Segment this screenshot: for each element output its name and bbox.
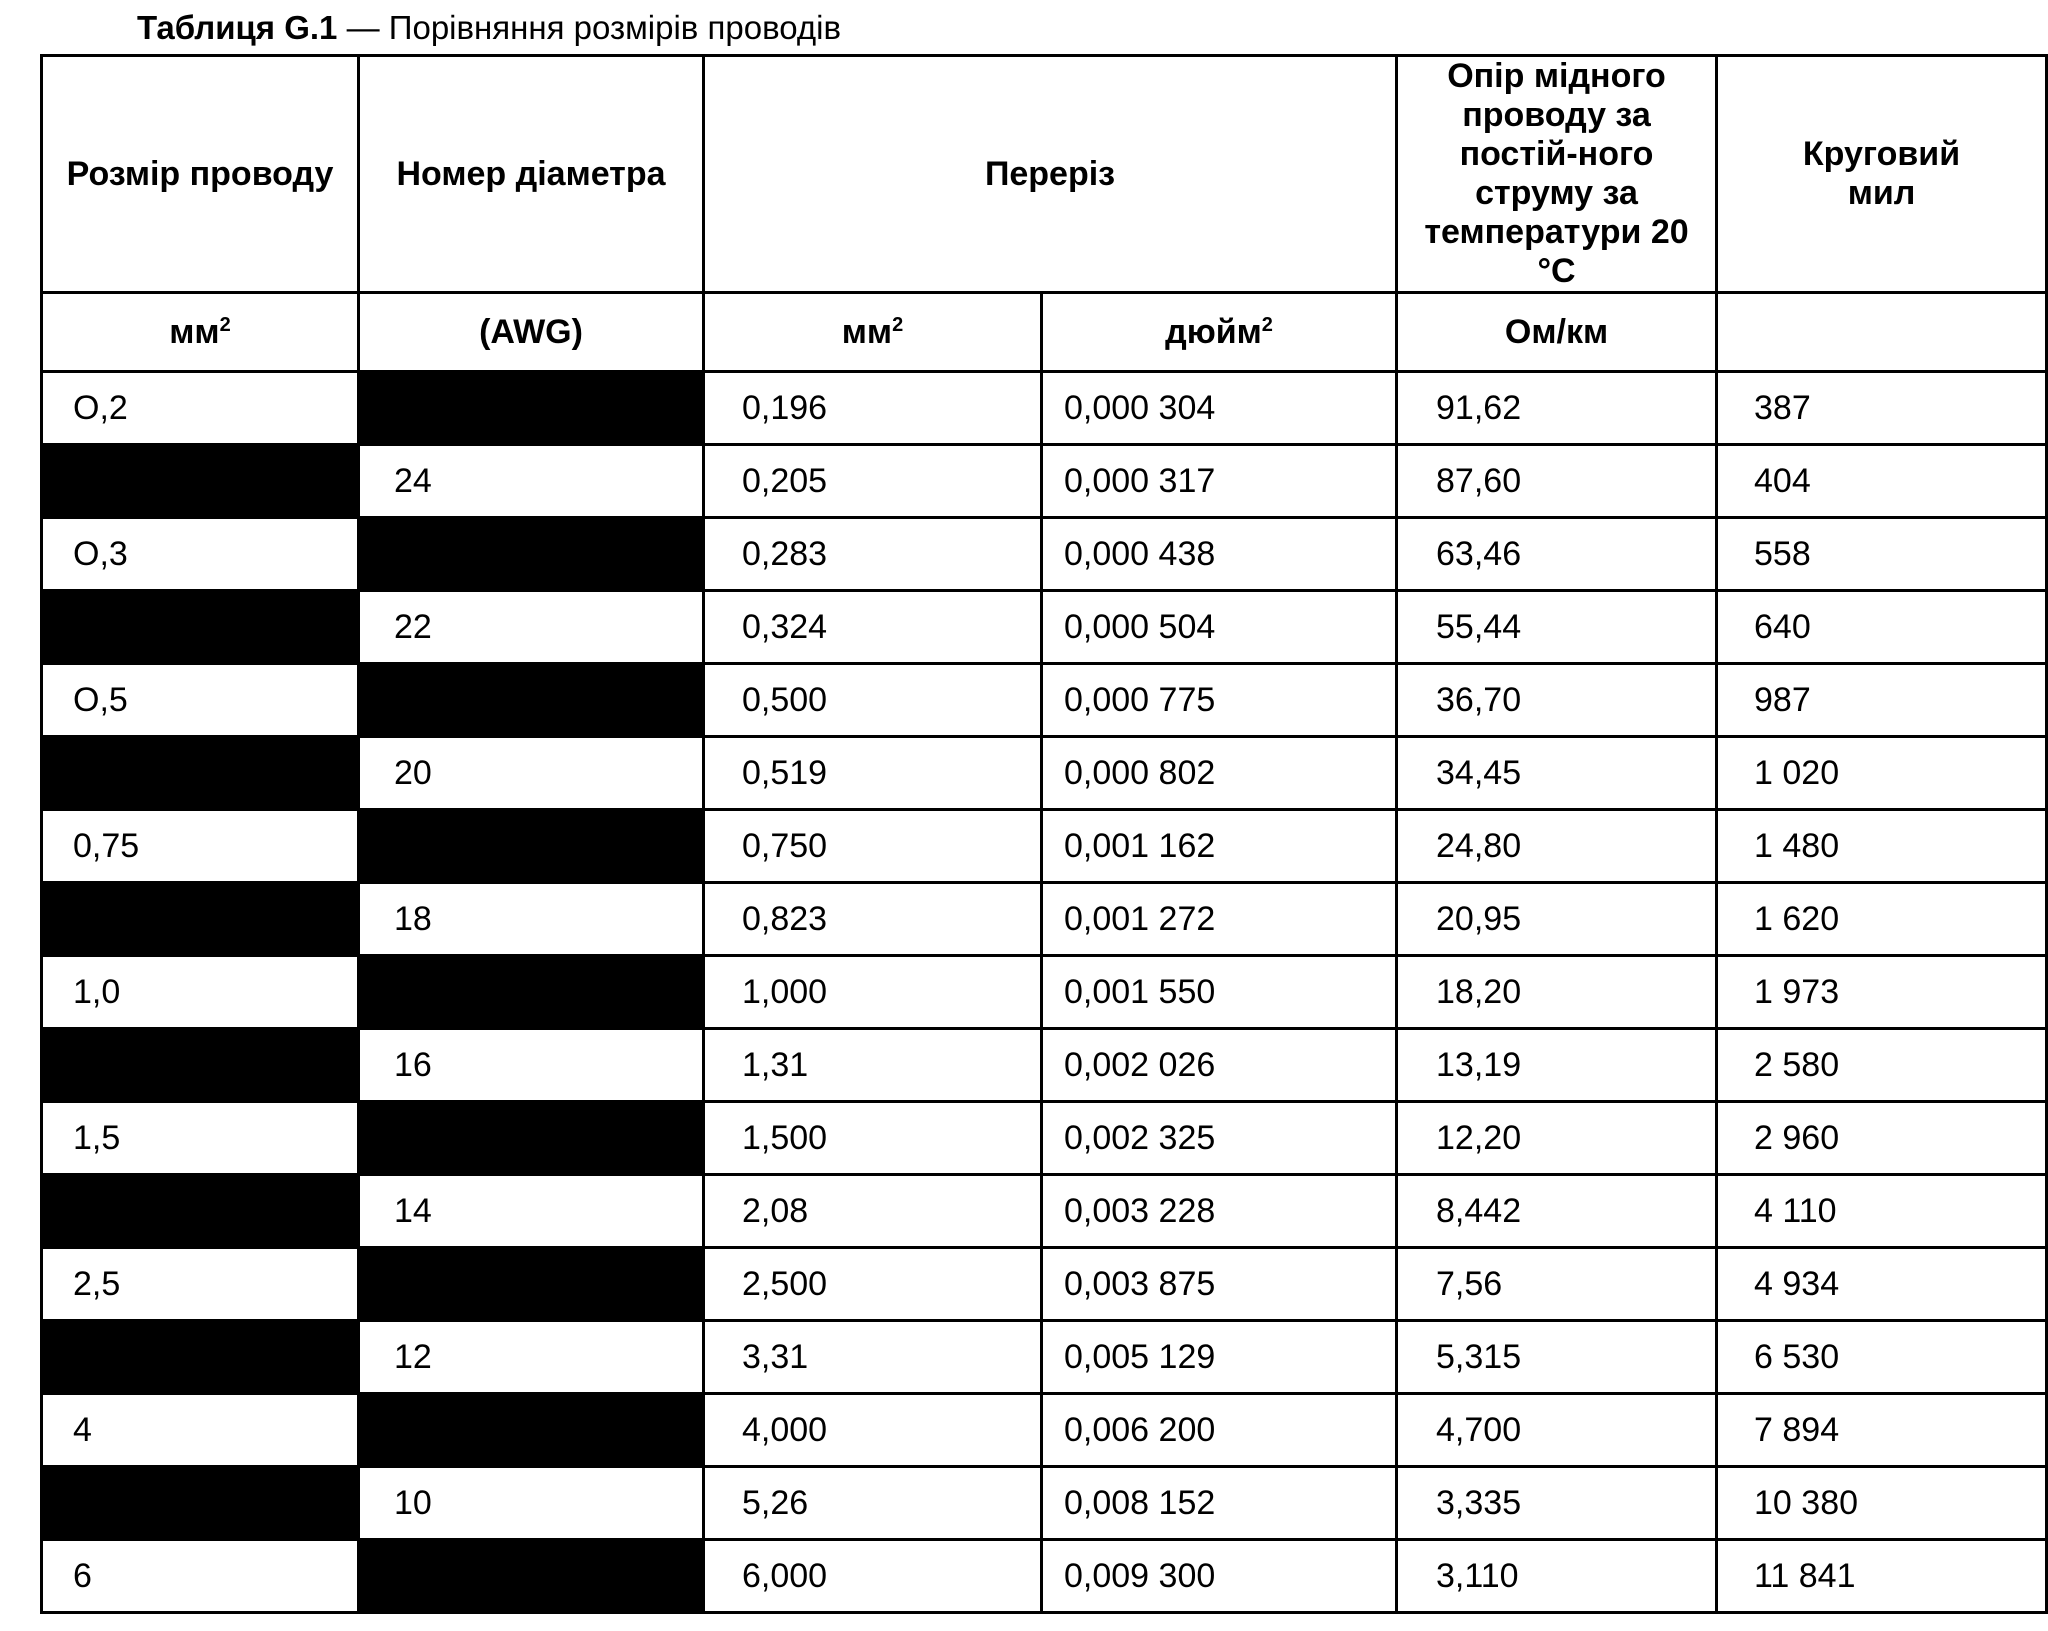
circular-mil-cell: 10 380	[1717, 1467, 2047, 1540]
circular-mil-cell: 4 934	[1717, 1248, 2047, 1321]
table-row	[42, 372, 2047, 445]
wire-size-cell: 2,5	[42, 1248, 359, 1321]
gauge-number-cell	[359, 1248, 704, 1321]
table-row	[42, 1394, 2047, 1467]
gauge-number-cell	[359, 372, 704, 445]
table-row	[42, 1321, 2047, 1394]
cross-section-mm2-cell: 2,08	[704, 1175, 1042, 1248]
wire-size-cell	[42, 1175, 359, 1248]
unit-circular-mil	[1717, 293, 2047, 372]
resistance-cell: 13,19	[1397, 1029, 1717, 1102]
circular-mil-cell: 7 894	[1717, 1394, 2047, 1467]
cross-section-mm2-cell: 5,26	[704, 1467, 1042, 1540]
gauge-number-cell	[359, 1102, 704, 1175]
wire-size-cell	[42, 1029, 359, 1102]
resistance-cell: 18,20	[1397, 956, 1717, 1029]
resistance-cell: 20,95	[1397, 883, 1717, 956]
cross-section-in2-cell: 0,000 504	[1042, 591, 1397, 664]
cross-section-in2-cell: 0,000 438	[1042, 518, 1397, 591]
wire-size-cell: O,5	[42, 664, 359, 737]
resistance-cell: 12,20	[1397, 1102, 1717, 1175]
cross-section-mm2-cell: 0,500	[704, 664, 1042, 737]
cross-section-mm2-cell: 1,500	[704, 1102, 1042, 1175]
circular-mil-cell: 11 841	[1717, 1540, 2047, 1613]
unit-resistance: Ом/км	[1397, 293, 1717, 372]
unit-wire-size-text: мм	[169, 312, 220, 351]
gauge-number-cell: 22	[359, 591, 704, 664]
wire-size-cell: O,2	[42, 372, 359, 445]
table-row	[42, 883, 2047, 956]
cross-section-in2-cell: 0,001 162	[1042, 810, 1397, 883]
table-row	[42, 591, 2047, 664]
wire-size-cell: 1,5	[42, 1102, 359, 1175]
cross-section-mm2-cell: 0,205	[704, 445, 1042, 518]
circular-mil-cell: 6 530	[1717, 1321, 2047, 1394]
resistance-cell: 3,110	[1397, 1540, 1717, 1613]
gauge-number-cell: 12	[359, 1321, 704, 1394]
cross-section-mm2-cell: 0,519	[704, 737, 1042, 810]
resistance-cell: 7,56	[1397, 1248, 1717, 1321]
cross-section-in2-cell: 0,000 802	[1042, 737, 1397, 810]
cross-section-in2-cell: 0,003 228	[1042, 1175, 1397, 1248]
table-caption-dash: —	[346, 9, 380, 46]
wire-size-cell	[42, 445, 359, 518]
unit-gauge-number: (AWG)	[359, 293, 704, 372]
circular-mil-cell: 1 020	[1717, 737, 2047, 810]
unit-wire-size	[42, 293, 359, 372]
wire-size-cell	[42, 883, 359, 956]
table-row	[42, 737, 2047, 810]
header-cross-section: Переріз	[704, 56, 1397, 293]
circular-mil-cell: 387	[1717, 372, 2047, 445]
header-circular-mil: Круговий мил	[1717, 56, 2047, 293]
resistance-cell: 5,315	[1397, 1321, 1717, 1394]
cross-section-mm2-cell: 1,000	[704, 956, 1042, 1029]
resistance-cell: 8,442	[1397, 1175, 1717, 1248]
header-wire-size: Розмір проводу	[42, 56, 359, 293]
wire-size-cell: 6	[42, 1540, 359, 1613]
table-row	[42, 1248, 2047, 1321]
circular-mil-cell: 987	[1717, 664, 2047, 737]
table-row	[42, 1029, 2047, 1102]
wire-size-cell	[42, 1467, 359, 1540]
units-row	[42, 293, 2047, 372]
cross-section-in2-cell: 0,002 026	[1042, 1029, 1397, 1102]
circular-mil-cell: 558	[1717, 518, 2047, 591]
gauge-number-cell: 24	[359, 445, 704, 518]
resistance-cell: 63,46	[1397, 518, 1717, 591]
resistance-cell: 4,700	[1397, 1394, 1717, 1467]
cross-section-in2-cell: 0,003 875	[1042, 1248, 1397, 1321]
table-row	[42, 1102, 2047, 1175]
gauge-number-cell	[359, 518, 704, 591]
header-gauge-number: Номер діаметра	[359, 56, 704, 293]
cross-section-in2-cell: 0,008 152	[1042, 1467, 1397, 1540]
cross-section-mm2-cell: 0,283	[704, 518, 1042, 591]
unit-cross-inch	[1042, 293, 1397, 372]
cross-section-in2-cell: 0,000 775	[1042, 664, 1397, 737]
gauge-number-cell	[359, 1540, 704, 1613]
gauge-number-cell: 10	[359, 1467, 704, 1540]
resistance-cell: 34,45	[1397, 737, 1717, 810]
cross-section-in2-cell: 0,006 200	[1042, 1394, 1397, 1467]
wire-size-cell: 1,0	[42, 956, 359, 1029]
resistance-cell: 24,80	[1397, 810, 1717, 883]
circular-mil-cell: 1 620	[1717, 883, 2047, 956]
gauge-number-cell: 20	[359, 737, 704, 810]
resistance-cell: 87,60	[1397, 445, 1717, 518]
cross-section-in2-cell: 0,009 300	[1042, 1540, 1397, 1613]
resistance-cell: 91,62	[1397, 372, 1717, 445]
cross-section-in2-cell: 0,000 317	[1042, 445, 1397, 518]
resistance-cell: 36,70	[1397, 664, 1717, 737]
wire-size-cell	[42, 737, 359, 810]
gauge-number-cell	[359, 956, 704, 1029]
cross-section-mm2-cell: 0,823	[704, 883, 1042, 956]
header-row	[42, 56, 2047, 293]
table-row	[42, 1467, 2047, 1540]
unit-cross-mm-sup: 2	[892, 313, 904, 336]
circular-mil-cell: 2 960	[1717, 1102, 2047, 1175]
wire-size-cell: 4	[42, 1394, 359, 1467]
resistance-cell: 55,44	[1397, 591, 1717, 664]
gauge-number-cell	[359, 810, 704, 883]
table-caption	[137, 6, 841, 50]
table-row	[42, 1175, 2047, 1248]
wire-size-cell	[42, 1321, 359, 1394]
cross-section-in2-cell: 0,000 304	[1042, 372, 1397, 445]
wire-size-cell: O,3	[42, 518, 359, 591]
cross-section-mm2-cell: 0,750	[704, 810, 1042, 883]
cross-section-in2-cell: 0,005 129	[1042, 1321, 1397, 1394]
circular-mil-cell: 1 973	[1717, 956, 2047, 1029]
table-row	[42, 810, 2047, 883]
gauge-number-cell: 18	[359, 883, 704, 956]
cross-section-mm2-cell: 2,500	[704, 1248, 1042, 1321]
table-row	[42, 664, 2047, 737]
circular-mil-cell: 4 110	[1717, 1175, 2047, 1248]
circular-mil-cell: 1 480	[1717, 810, 2047, 883]
table-caption-label: Таблиця G.1	[137, 9, 338, 46]
cross-section-in2-cell: 0,002 325	[1042, 1102, 1397, 1175]
cross-section-mm2-cell: 0,196	[704, 372, 1042, 445]
gauge-number-cell: 14	[359, 1175, 704, 1248]
unit-cross-inch-sup: 2	[1261, 313, 1273, 336]
unit-cross-mm	[704, 293, 1042, 372]
gauge-number-cell	[359, 1394, 704, 1467]
cross-section-mm2-cell: 3,31	[704, 1321, 1042, 1394]
cross-section-in2-cell: 0,001 550	[1042, 956, 1397, 1029]
table-row	[42, 1540, 2047, 1613]
wire-size-comparison-table	[40, 54, 2048, 1614]
circular-mil-cell: 2 580	[1717, 1029, 2047, 1102]
gauge-number-cell	[359, 664, 704, 737]
unit-cross-mm-text: мм	[841, 312, 893, 351]
circular-mil-cell: 404	[1717, 445, 2047, 518]
gauge-number-cell: 16	[359, 1029, 704, 1102]
cross-section-in2-cell: 0,001 272	[1042, 883, 1397, 956]
table-caption-text: Порівняння розмірів проводів	[388, 9, 841, 46]
unit-wire-size-sup: 2	[219, 313, 231, 336]
cross-section-mm2-cell: 0,324	[704, 591, 1042, 664]
resistance-cell: 3,335	[1397, 1467, 1717, 1540]
circular-mil-cell: 640	[1717, 591, 2047, 664]
table-row	[42, 445, 2047, 518]
wire-size-cell	[42, 591, 359, 664]
header-resistance: Опір мідного проводу за постій-ного струму за температури 20 °C	[1397, 56, 1717, 293]
table-row	[42, 956, 2047, 1029]
cross-section-mm2-cell: 6,000	[704, 1540, 1042, 1613]
cross-section-mm2-cell: 1,31	[704, 1029, 1042, 1102]
unit-cross-inch-text: дюйм	[1165, 312, 1262, 351]
table-row	[42, 518, 2047, 591]
cross-section-mm2-cell: 4,000	[704, 1394, 1042, 1467]
wire-size-cell: 0,75	[42, 810, 359, 883]
